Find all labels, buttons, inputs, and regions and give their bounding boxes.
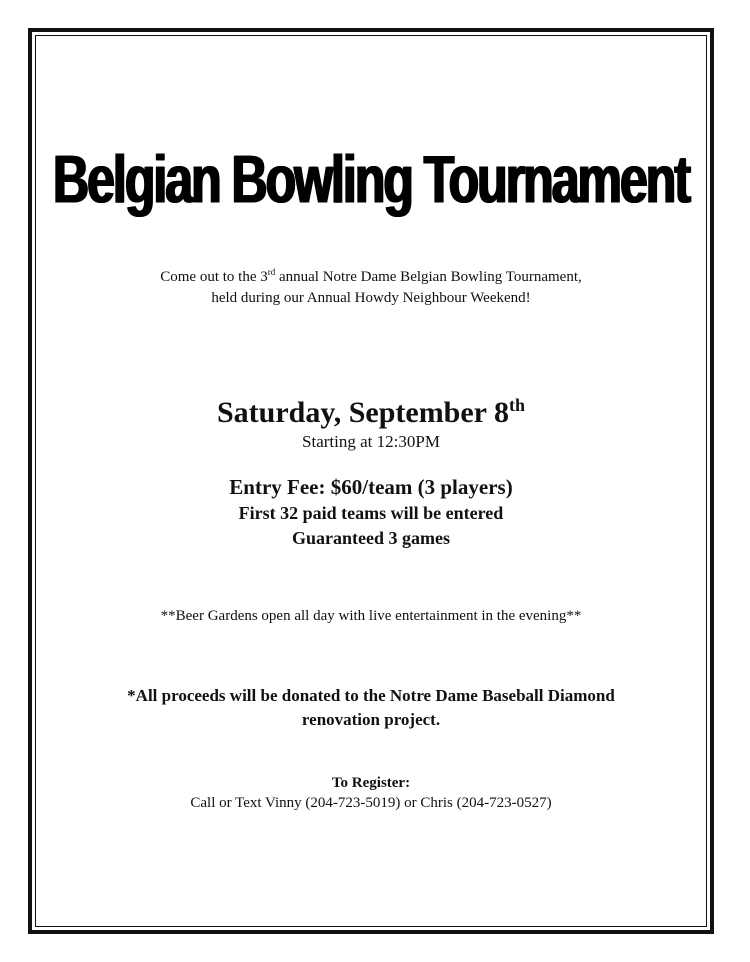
event-date-text: Saturday, September 8	[217, 396, 509, 429]
intro-line-1	[35, 267, 707, 288]
intro-line-1-start: Come out to the 3	[160, 269, 268, 285]
flyer-content	[35, 35, 707, 927]
entry-fee: Entry Fee: $60/team (3 players)	[229, 475, 513, 499]
start-time: Starting at 12:30PM	[302, 432, 440, 451]
register-contact: Call or Text Vinny (204-723-5019) or Chris (204-723-0527)	[190, 795, 552, 811]
teams-note: First 32 paid teams will be entered	[238, 503, 504, 523]
flyer-title: Belgian Bowling Tournament	[53, 141, 689, 218]
event-date	[35, 393, 707, 433]
intro-line-2: held during our Annual Howdy Neighbour Weekend!	[211, 290, 531, 306]
register-label: To Register:	[331, 775, 411, 791]
proceeds-note: *All proceeds will be donated to the Notre Dame Baseball Diamond renovation project.	[127, 686, 615, 729]
games-note: Guaranteed 3 games	[292, 528, 450, 548]
intro-line-1-end: annual Notre Dame Belgian Bowling Tournament,	[275, 269, 582, 285]
event-date-suffix: th	[508, 395, 525, 415]
intro-ordinal-suffix: rd	[267, 267, 276, 277]
intro-text	[35, 267, 707, 309]
beer-gardens-note: **Beer Gardens open all day with live entertainment in the evening**	[160, 608, 582, 624]
